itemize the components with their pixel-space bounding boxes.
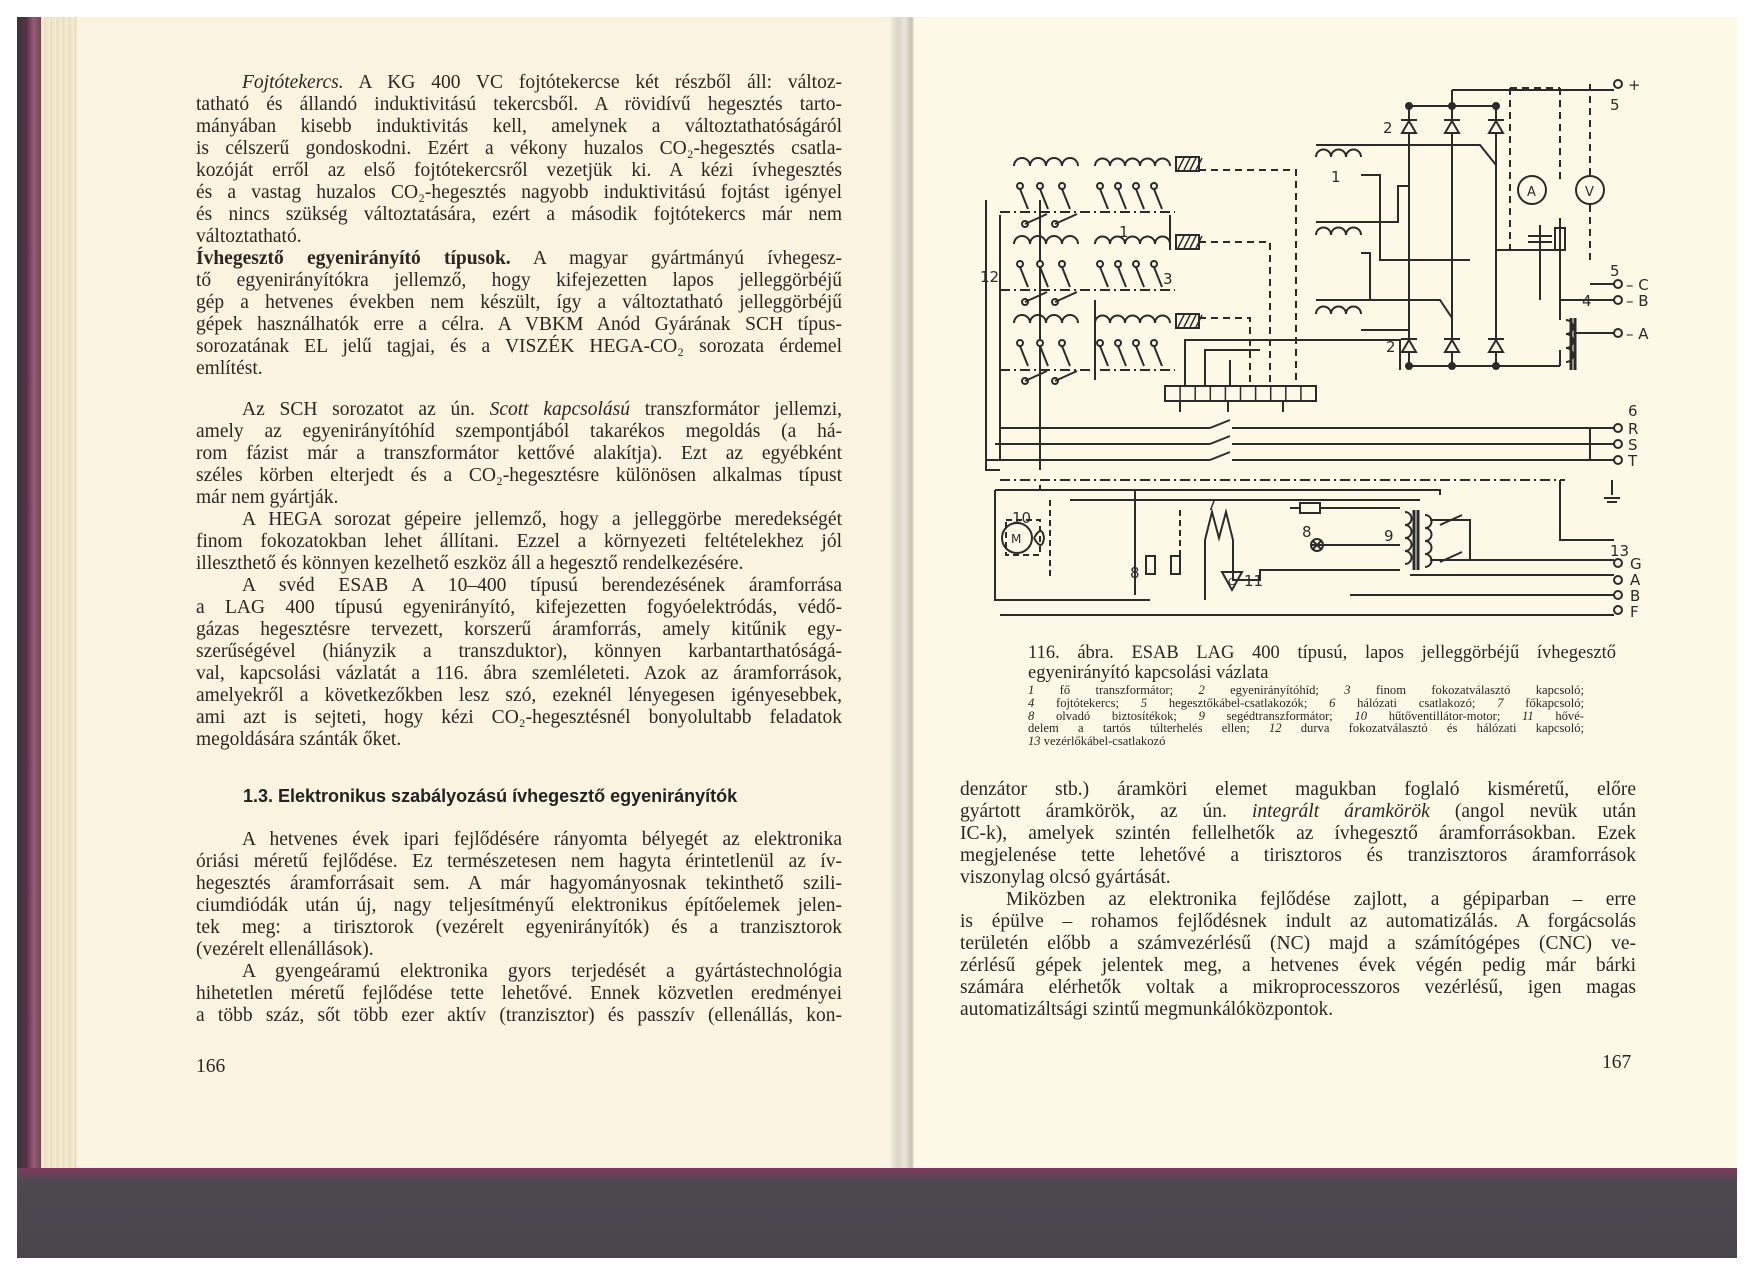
switch-contact bbox=[1115, 340, 1121, 346]
label-4: 4 bbox=[1582, 292, 1592, 310]
terminal-icon bbox=[1614, 440, 1622, 448]
caption-title-line: 116. ábra. ESAB LAG 400 típusú, lapos jelleggörbéjű ívhegesztő bbox=[1028, 643, 1616, 663]
label-minus-a: – A bbox=[1626, 325, 1649, 343]
text-line: ami azt is sejteti, hogy kézi CO₂-hegesztésnél bonyolultabb feladatok bbox=[196, 707, 842, 728]
hatch-line bbox=[1178, 158, 1184, 170]
label-minus-c: – C bbox=[1626, 276, 1649, 294]
hatch-line bbox=[1184, 236, 1190, 248]
label-a: A bbox=[1630, 571, 1641, 589]
label-8-bottom: 8 bbox=[1130, 564, 1140, 582]
italic-text: 6 bbox=[1329, 695, 1336, 710]
main-switch-7-icon bbox=[1205, 512, 1233, 540]
text-line: gázas hegesztésre tervezett, korszerű áramforrás, amely kitűnik egy- bbox=[196, 619, 842, 640]
switch-blade-icon bbox=[1062, 267, 1070, 287]
switch-blade-icon bbox=[1154, 189, 1162, 209]
text-line: val, kapcsolási vázlatát a 116. ábra szemléleteti. Azok az áramforrások, bbox=[196, 663, 842, 684]
switch-blade-icon bbox=[1025, 214, 1047, 224]
text-line: megjelenése tette lehetővé a tirisztoros és tranzisztoros áramforrások bbox=[960, 845, 1636, 866]
italic-text: 8 bbox=[1028, 708, 1035, 723]
label-12: 12 bbox=[980, 268, 1000, 286]
italic-text: 12 bbox=[1268, 721, 1282, 736]
label-g: G bbox=[1630, 555, 1642, 573]
transformer-leads bbox=[1316, 145, 1496, 330]
text-line: is célszerű gondoskodni. Ezért a vékony huzalos CO₂-hegesztés csatla- bbox=[196, 138, 842, 159]
text-line: tő egyenirányítókra jellemző, hogy kifejezetten lapos jelleggörbéjű bbox=[196, 270, 842, 291]
text-segment: hővé- bbox=[1533, 708, 1585, 723]
text-line: területén előbb a számvezérlésű (NC) majd a számítógépes (CNC) ve- bbox=[960, 933, 1636, 954]
text-line: is épülve – rohamos fejlődésnek indult az automatizálás. A forgácsolás bbox=[960, 911, 1636, 932]
switch-blade-icon bbox=[1025, 371, 1047, 381]
hatch-line bbox=[1184, 315, 1190, 327]
label-minus-b: – B bbox=[1626, 292, 1649, 310]
hatch-line bbox=[1190, 158, 1196, 170]
italic-text: 7 bbox=[1497, 695, 1504, 710]
text-segment: delem a tartós túlterhelés ellen; bbox=[1028, 721, 1269, 736]
text-line: A gyengeáramú elektronika gyors terjedését a gyártástechnológia bbox=[242, 961, 842, 982]
switch-contact bbox=[1037, 340, 1043, 346]
switch-blade-icon bbox=[1136, 189, 1144, 209]
hatch-line bbox=[1178, 236, 1184, 248]
text-line: A svéd ESAB A 10–400 típusú berendezésének áramforrása bbox=[242, 575, 842, 596]
diagram-components bbox=[1014, 80, 1622, 614]
text-segment: A KG 400 VC fojtótekercse két részből áll: változ- bbox=[343, 72, 842, 93]
italic-text: 5 bbox=[1140, 695, 1148, 710]
italic-text: 1 bbox=[1028, 683, 1035, 697]
terminal-icon bbox=[1614, 280, 1622, 288]
text-segment: fő transzformátor; bbox=[1034, 683, 1199, 697]
text-segment: vezérlőkábel-csatlakozó bbox=[1040, 734, 1166, 749]
text-line: A hetvenes évek ipari fejlődésére rányomta bélyegét az elektronika bbox=[242, 829, 842, 850]
junction-dot bbox=[1449, 103, 1455, 109]
text-segment: hálózati csatlakozó; bbox=[1335, 695, 1498, 710]
switch-contact bbox=[1151, 183, 1157, 189]
hatch-line bbox=[1178, 315, 1184, 327]
switch-contact bbox=[1059, 261, 1065, 267]
label-3: 3 bbox=[1163, 270, 1173, 288]
label-s: S bbox=[1628, 436, 1638, 454]
text-line: denzátor stb.) áramköri elemet magukban foglaló kisméretű, előre bbox=[960, 779, 1636, 800]
switch-blade-icon bbox=[1020, 267, 1028, 287]
switch-contact bbox=[1115, 183, 1121, 189]
switch-contact bbox=[1059, 340, 1065, 346]
junction-dot bbox=[1493, 103, 1499, 109]
label-1-right: 1 bbox=[1331, 168, 1341, 186]
terminal-icon bbox=[1614, 576, 1622, 584]
section-heading: 1.3. Elektronikus szabályozású ívhegesztő egyenirányítók bbox=[243, 786, 738, 806]
coil-icon bbox=[1425, 515, 1432, 567]
diode-icon bbox=[1445, 340, 1459, 352]
coil-icon bbox=[1316, 307, 1361, 315]
text-line: Miközben az elektronika fejlődése zajlott, a gépiparban – erre bbox=[1006, 889, 1636, 910]
label-1-left: 1 bbox=[1119, 223, 1129, 241]
italic-text: 10 bbox=[1354, 708, 1368, 723]
coil-icon bbox=[1014, 236, 1078, 244]
text-line: gépek használhatók erre a célra. A VBKM Anód Gyárának SCH típus- bbox=[196, 314, 842, 335]
text-line: zérlésű gépek jelentek meg, a hetvenes évek végén pedig már bárki bbox=[960, 955, 1636, 976]
label-9: 9 bbox=[1384, 527, 1394, 545]
switch-blade-icon bbox=[1055, 292, 1077, 302]
italic-text: Fojtótekercs. bbox=[242, 72, 344, 93]
diode-icon bbox=[1489, 340, 1503, 352]
text-line: óriási méretű fejlődése. Ez természetesen nem hagyta érintetlenül az ív- bbox=[196, 851, 842, 872]
caption-title-line: egyenirányító kapcsolási vázlata bbox=[1028, 663, 1269, 683]
junction-dot bbox=[1406, 363, 1412, 369]
text-segment: hegesztőkábel-csatlakozók; bbox=[1147, 695, 1330, 710]
switch-blade-icon bbox=[1040, 267, 1048, 287]
text-line: amely az egyenirányítóhíd szempontjából takarékos megoldás (a há- bbox=[196, 421, 842, 442]
switch-contact bbox=[1097, 183, 1103, 189]
label-motor: M bbox=[1011, 532, 1022, 546]
terminal-icon bbox=[1614, 80, 1622, 88]
text-line: gép a hetvenes években nem készült, így a változtatható jelleggörbéjű bbox=[196, 292, 842, 313]
label-f: F bbox=[1630, 603, 1639, 621]
meter-dashed-wires bbox=[1510, 84, 1590, 260]
label-11: 11 bbox=[1244, 572, 1264, 590]
switch-contact bbox=[1037, 261, 1043, 267]
text-segment: segédtranszformátor; bbox=[1204, 708, 1355, 723]
mains-lines bbox=[986, 428, 1614, 460]
label-5-mid: 5 bbox=[1610, 262, 1620, 280]
text-segment: olvadó biztosítékok; bbox=[1034, 708, 1199, 723]
switch-blade-icon bbox=[1020, 189, 1028, 209]
text-line: IC-k), amelyek szintén fellelhetők az ívhegesztő áramforrásokban. Ezek bbox=[960, 823, 1636, 844]
coil-icon bbox=[1095, 316, 1170, 323]
switch-blade-icon bbox=[1025, 292, 1047, 302]
switch-blade-icon bbox=[1100, 189, 1108, 209]
terminal-icon bbox=[1614, 296, 1622, 304]
hatch-line bbox=[1190, 315, 1196, 327]
switch-contact bbox=[1037, 183, 1043, 189]
switch-contact bbox=[1133, 340, 1139, 346]
diode-icon bbox=[1445, 121, 1459, 133]
italic-text: integrált áramkörök bbox=[1251, 801, 1430, 822]
text-segment: transzformátor jellemzi, bbox=[630, 399, 842, 420]
terminal-icon bbox=[1614, 559, 1622, 567]
text-line: változtatható. bbox=[196, 226, 302, 247]
text-segment: durva fokozatválasztó és hálózati kapcsoló; bbox=[1281, 721, 1585, 736]
tap-arrows bbox=[1180, 402, 1283, 412]
switch-blade-icon bbox=[1118, 189, 1126, 209]
hatch-line bbox=[1184, 158, 1190, 170]
switch-blade-icon bbox=[1040, 346, 1048, 366]
switch-blade-icon bbox=[1136, 346, 1144, 366]
terminal-icon bbox=[1614, 456, 1622, 464]
diode-icon bbox=[1402, 121, 1416, 133]
switch-blade-icon bbox=[1154, 267, 1162, 287]
switch-contact bbox=[1133, 261, 1139, 267]
italic-text: 13 bbox=[1028, 734, 1041, 749]
text-line: (vezérelt ellenállások). bbox=[196, 939, 374, 960]
control-switch-icon bbox=[1440, 515, 1462, 562]
terminal-icon bbox=[1614, 591, 1622, 599]
text-segment: fojtótekercs; bbox=[1034, 695, 1141, 710]
text-line: finom fokozatokban lehet állítani. Ezzel a környezeti feltételekhez jól bbox=[196, 531, 842, 552]
switch-contact bbox=[1017, 261, 1023, 267]
coil-icon bbox=[1014, 158, 1078, 166]
switch-contact bbox=[1115, 261, 1121, 267]
text-line: automatizáltsági szintű megmunkálóközpontok. bbox=[960, 999, 1334, 1020]
text-line: sorozatának EL jelű tagjai, és a VISZÉK HEGA-CO₂ sorozata érdemel bbox=[196, 336, 842, 357]
label-b: B bbox=[1630, 587, 1641, 605]
italic-text: 11 bbox=[1522, 708, 1534, 723]
bold-text: Ívhegesztő egyenirányító típusok. bbox=[196, 248, 511, 269]
label-2-bottom: 2 bbox=[1386, 338, 1396, 356]
coil-icon bbox=[1405, 512, 1412, 564]
terminal-icon bbox=[1614, 606, 1622, 614]
junction-dot bbox=[1406, 103, 1412, 109]
text-segment: hűtőventillátor-motor; bbox=[1367, 708, 1523, 723]
text-line: és a vastag huzalos CO₂-hegesztés nagyobb induktivitású fojtást igényel bbox=[196, 182, 842, 203]
italic-text: 2 bbox=[1198, 683, 1205, 697]
text-line: tek meg: a tirisztorok (vezérelt egyenirányítók) és a tranzisztorok bbox=[196, 917, 842, 938]
text-segment: gyártott áramkörök, az ún. bbox=[960, 801, 1252, 822]
switch-contact bbox=[1097, 340, 1103, 346]
switch-blade-icon bbox=[1062, 346, 1070, 366]
italic-text: 9 bbox=[1198, 708, 1205, 723]
hatch-line bbox=[1190, 236, 1196, 248]
aux-transformer-core bbox=[1414, 510, 1418, 570]
junction-dot bbox=[1449, 363, 1455, 369]
switch-blade-icon bbox=[1118, 346, 1126, 366]
fuse-icon bbox=[1171, 556, 1180, 574]
text-line: és nincs szükség változtatására, ezért a második fojtótekercs már nem bbox=[196, 204, 842, 225]
italic-text: 3 bbox=[1344, 683, 1351, 697]
label-5-top: 5 bbox=[1610, 96, 1620, 114]
text-line: már nem gyártják. bbox=[196, 487, 339, 508]
label-10: 10 bbox=[1012, 509, 1032, 527]
fuse-icon bbox=[1146, 556, 1155, 574]
switch-contact bbox=[1151, 261, 1157, 267]
text-line: amelyekről a következőkben lesz szó, ezeknél lényegesen igényesebbek, bbox=[196, 685, 842, 706]
text-line: megoldására szánták őket. bbox=[196, 729, 402, 750]
switch-blade-icon bbox=[1020, 346, 1028, 366]
fuse-icon bbox=[1300, 503, 1320, 513]
switch-contact bbox=[1017, 340, 1023, 346]
switch-contact bbox=[1133, 183, 1139, 189]
label-t: T bbox=[1628, 452, 1638, 470]
switch-contact bbox=[1151, 340, 1157, 346]
switch-blade-icon bbox=[1118, 267, 1126, 287]
label-6: 6 bbox=[1628, 402, 1638, 420]
coil-icon bbox=[1316, 150, 1361, 158]
text-line: kozóját erről az első fojtótekercsről vezetjük ki. A kézi ívhegesztés bbox=[196, 160, 842, 181]
text-line: hihetetlen méretű fejlődése tette lehetővé. Ennek közvetlen eredményei bbox=[196, 983, 842, 1004]
text-line: mányában kisebb induktivitás kell, amelynek a változtathatóságáról bbox=[196, 116, 842, 137]
label-13: 13 bbox=[1610, 542, 1630, 560]
text-line: rom fázist már a transzformátor kettővé alakítja). Ezt az egyébként bbox=[196, 443, 842, 464]
label-r: R bbox=[1628, 420, 1639, 438]
text-line: a LAG 400 típusú egyenirányító, kifejezetten fogyóelektródás, védő- bbox=[196, 597, 842, 618]
text-line: viszonylag olcsó gyártását. bbox=[960, 867, 1171, 888]
text-segment: A magyar gyártmányú ívhegesz- bbox=[510, 248, 843, 269]
switch-contact bbox=[1059, 183, 1065, 189]
text-line: széles körben elterjedt és a CO₂-hegesztésre különösen alkalmas típust bbox=[196, 465, 842, 486]
switch-blade-icon bbox=[1062, 189, 1070, 209]
label-8-top: 8 bbox=[1302, 523, 1312, 541]
label-2-top: 2 bbox=[1383, 119, 1393, 137]
label-plus: + bbox=[1628, 76, 1641, 94]
choke-output-wires bbox=[1496, 250, 1614, 366]
coil-icon bbox=[1316, 228, 1361, 235]
text-line: szerűségével (hiányzik a transzduktor), könnyen karbantarthatóságá- bbox=[196, 641, 842, 662]
terminal-icon bbox=[1614, 424, 1622, 432]
label-7: 7 bbox=[1207, 496, 1217, 514]
junction-dot bbox=[1493, 363, 1499, 369]
label-meter-a: A bbox=[1527, 185, 1536, 200]
text-segment: főkapcsoló; bbox=[1503, 695, 1585, 710]
coil-icon bbox=[1095, 237, 1170, 244]
label-meter-v: V bbox=[1585, 185, 1594, 200]
italic-text: Scott kapcsolású bbox=[489, 399, 631, 420]
text-line: hegesztés áramforrásait sem. A már hagyományosnak tekinthető szili- bbox=[196, 873, 842, 894]
text-line: illeszthető és könnyen kezelhető eszköz áll a hegesztő rendelkezésére. bbox=[196, 553, 744, 574]
diode-icon bbox=[1489, 121, 1503, 133]
switch-contact bbox=[1017, 183, 1023, 189]
text-line: a több száz, sőt több ezer aktív (tranzisztor) és passzív (ellenállás, kon- bbox=[196, 1005, 842, 1026]
dashed-control-lines bbox=[1199, 170, 1296, 386]
diode-icon bbox=[1402, 340, 1416, 352]
label-c11: C bbox=[1228, 577, 1235, 588]
text-line: tatható és állandó induktivitású tekercsből. A rövidívű hegesztés tarto- bbox=[196, 94, 842, 115]
tap-leads bbox=[1185, 340, 1400, 386]
text-line: ciumdiódák után új, nagy teljesítményű elektronikus építőelemek jelen- bbox=[196, 895, 842, 916]
text-line: említést. bbox=[196, 358, 263, 379]
text-segment: finom fokozatválasztó kapcsoló; bbox=[1350, 683, 1584, 697]
main-switch-icon bbox=[1210, 420, 1230, 460]
text-segment: egyenirányítóhíd; bbox=[1204, 683, 1345, 697]
italic-text: 4 bbox=[1028, 695, 1035, 710]
text-line: A HEGA sorozat gépeire jellemző, hogy a jelleggörbe meredekségét bbox=[242, 509, 842, 530]
text-line: számára elérhetők voltak a mikroprocesszoros vezérlésű, igen magas bbox=[960, 977, 1636, 998]
switch-blade-icon bbox=[1055, 214, 1077, 224]
text-segment: (angol nevük után bbox=[1429, 801, 1637, 822]
switch-blade-icon bbox=[1040, 189, 1048, 209]
control-wiring bbox=[995, 480, 1614, 615]
page-number-right: 167 bbox=[1602, 1052, 1632, 1073]
text-segment: Az SCH sorozatot az ún. bbox=[242, 399, 490, 420]
switch-blade-icon bbox=[1100, 267, 1108, 287]
switch-blade-icon bbox=[1055, 371, 1077, 381]
coil-icon bbox=[1014, 315, 1078, 323]
switch-contact bbox=[1097, 261, 1103, 267]
page-number-left: 166 bbox=[196, 1056, 226, 1077]
terminal-icon bbox=[1614, 329, 1622, 337]
switch-blade-icon bbox=[1136, 267, 1144, 287]
coil-icon bbox=[1095, 159, 1170, 166]
switch-blade-icon bbox=[1154, 346, 1162, 366]
rectifier-bridge-wires bbox=[1409, 90, 1614, 366]
switch-blade-icon bbox=[1100, 346, 1108, 366]
